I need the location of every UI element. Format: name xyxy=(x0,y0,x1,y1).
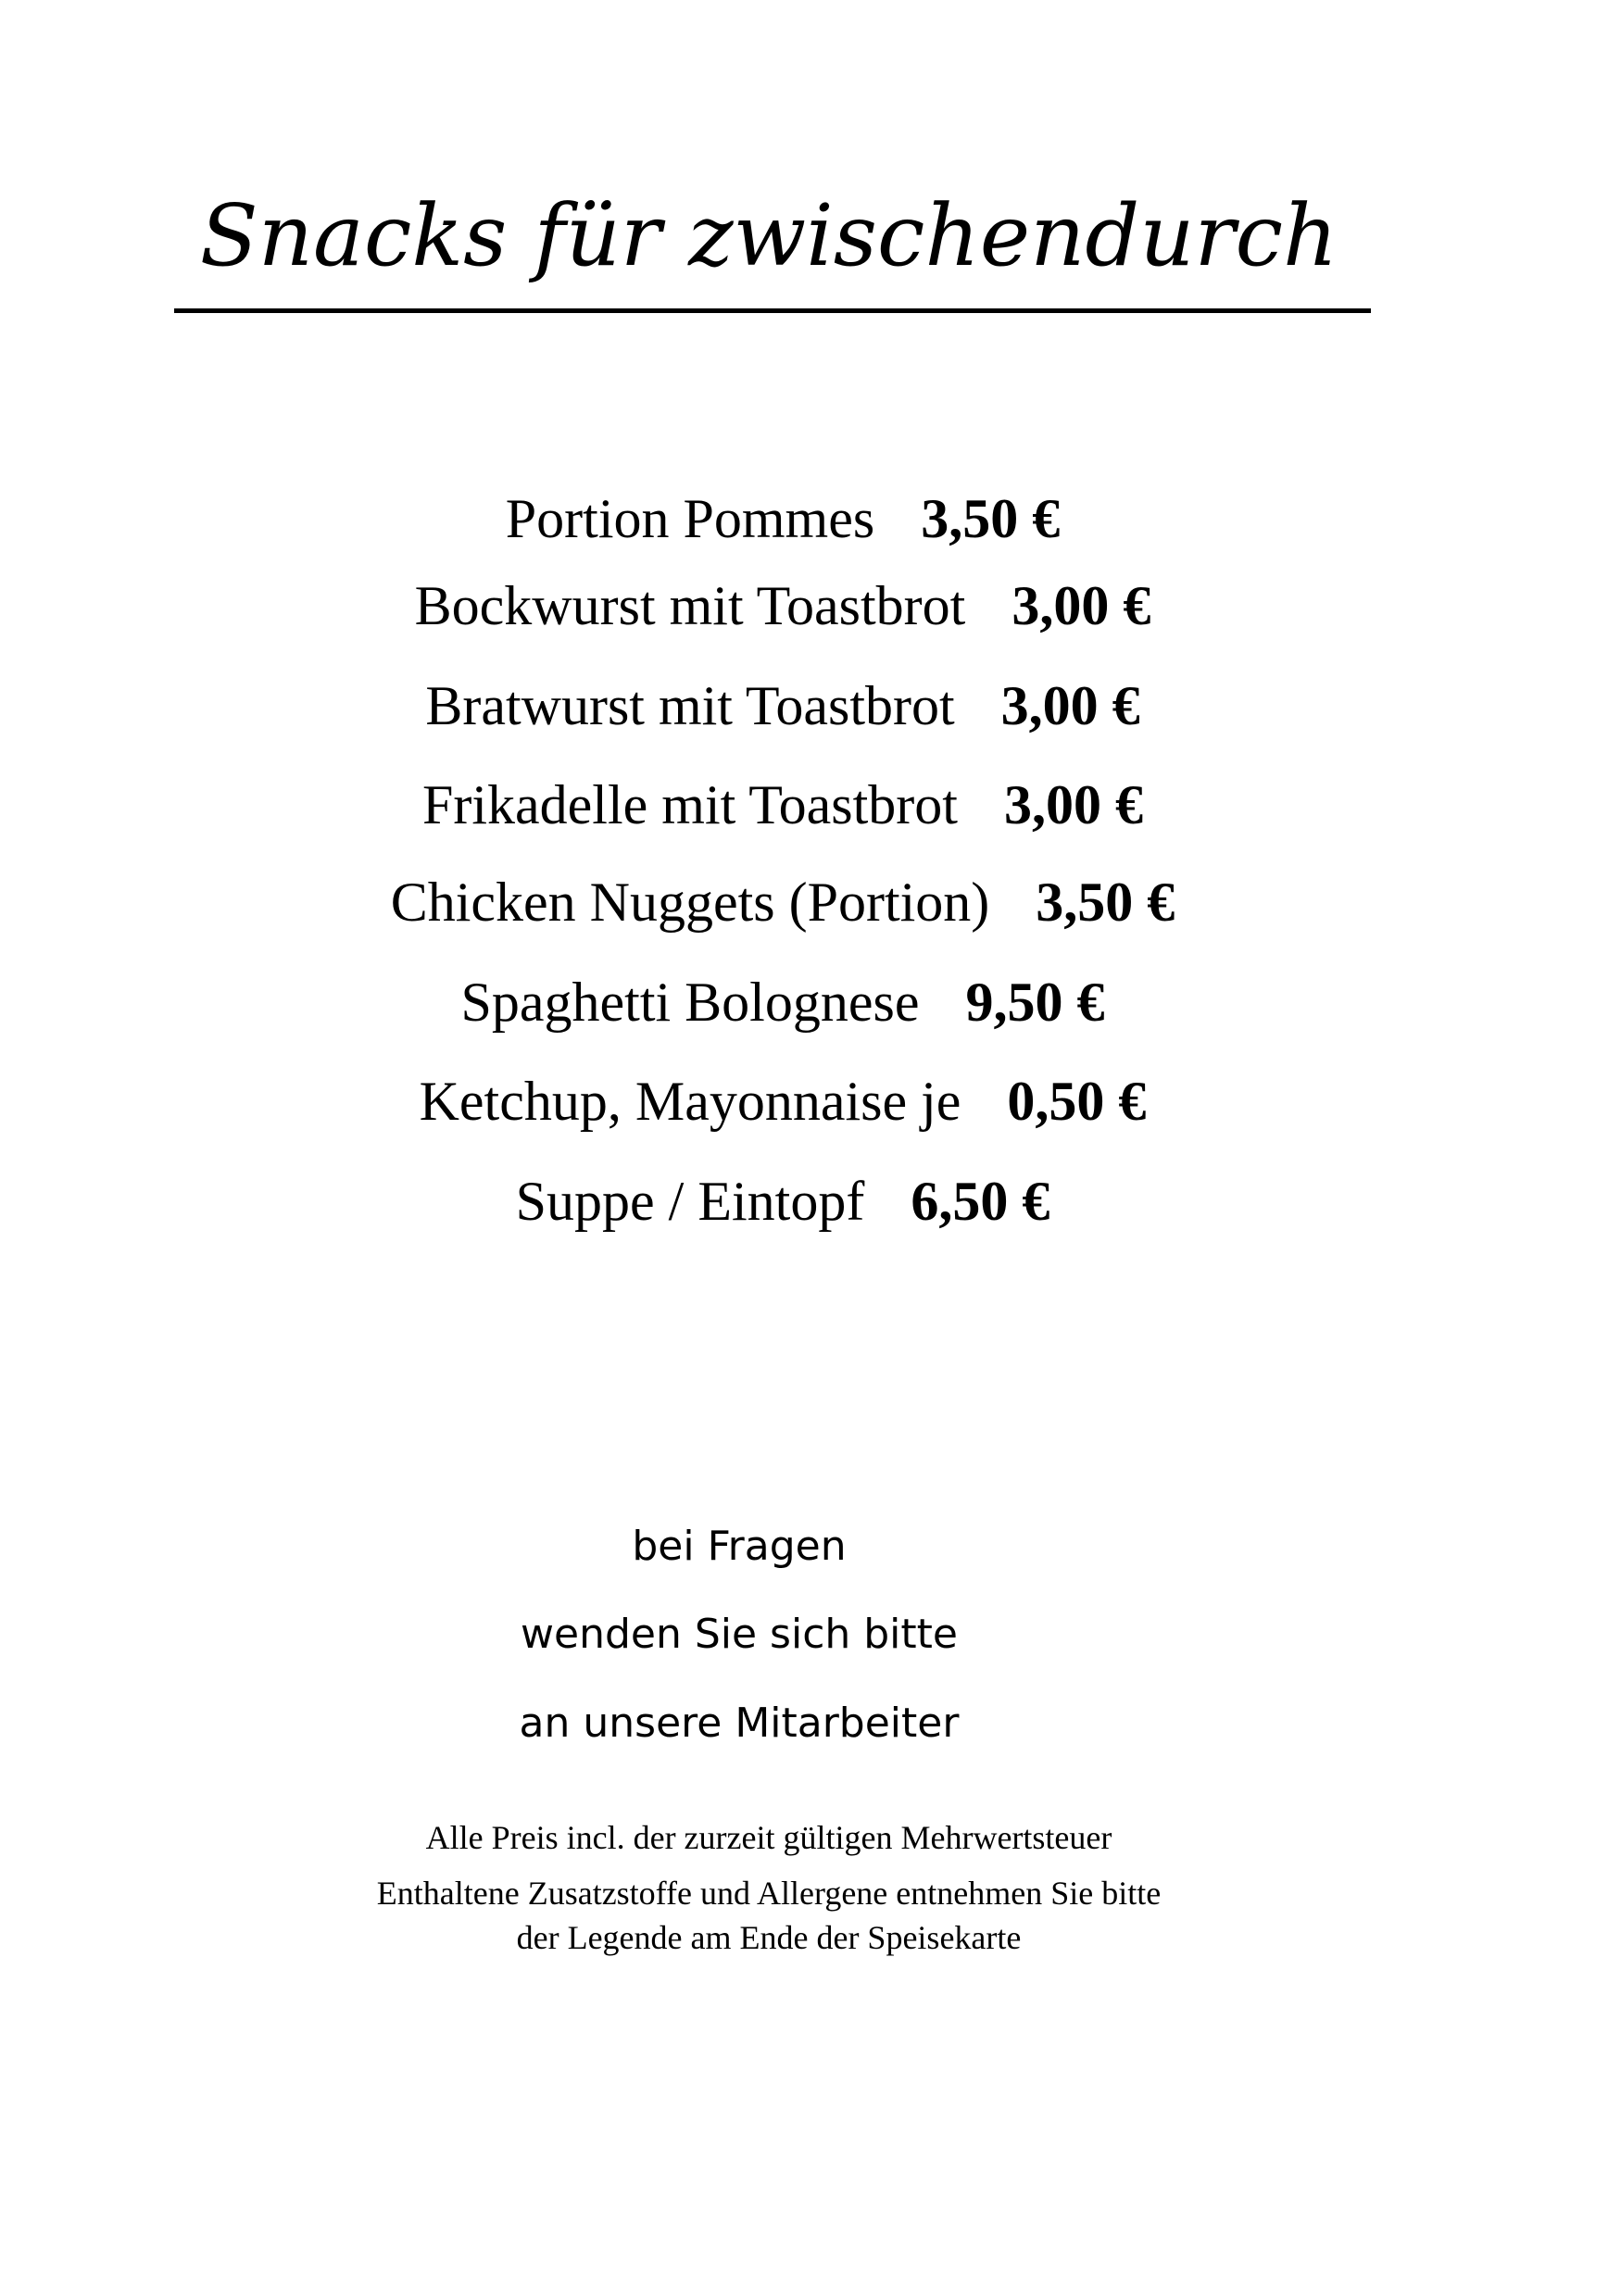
item-price: 3,50 € xyxy=(1036,872,1175,933)
tax-note: Alle Preis incl. der zurzeit gültigen Mehrwertsteuer xyxy=(425,1819,1112,1856)
item-name: Bratwurst mit Toastbrot xyxy=(425,675,955,736)
title-divider xyxy=(174,308,1371,313)
menu-item xyxy=(0,1169,1565,1234)
item-name: Spaghetti Bolognese xyxy=(460,972,920,1033)
item-name: Suppe / Eintopf xyxy=(515,1171,865,1232)
item-price: 6,50 € xyxy=(911,1171,1050,1232)
item-price: 9,50 € xyxy=(965,972,1105,1033)
item-price: 3,00 € xyxy=(1003,774,1143,835)
notice-line: wenden Sie sich bitte xyxy=(521,1611,958,1658)
menu-item xyxy=(0,573,1565,638)
page-title: Snacks für zwischendurch xyxy=(199,186,1338,285)
item-price: 0,50 € xyxy=(1007,1071,1147,1132)
menu-item xyxy=(0,970,1565,1035)
menu-item xyxy=(0,1069,1565,1134)
allergen-note-cont: der Legende am Ende der Speisekarte xyxy=(516,1919,1022,1956)
item-name: Ketchup, Mayonnaise je xyxy=(419,1071,961,1132)
menu-item xyxy=(0,673,1565,738)
item-name: Chicken Nuggets (Portion) xyxy=(390,872,990,933)
allergen-note: Enthaltene Zusatzstoffe und Allergene entnehmen Sie bitte xyxy=(376,1875,1162,1912)
item-price: 3,00 € xyxy=(1012,575,1151,636)
notice-line: an unsere Mitarbeiter xyxy=(519,1700,960,1747)
item-price: 3,50 € xyxy=(921,488,1061,549)
menu-item xyxy=(0,772,1565,837)
item-name: Bockwurst mit Toastbrot xyxy=(414,575,966,636)
item-name: Frikadelle mit Toastbrot xyxy=(422,774,958,835)
menu-item xyxy=(0,486,1565,551)
item-price: 3,00 € xyxy=(1000,675,1140,736)
notice-line: bei Fragen xyxy=(632,1523,847,1570)
menu-item xyxy=(0,870,1565,935)
item-name: Portion Pommes xyxy=(505,488,875,549)
